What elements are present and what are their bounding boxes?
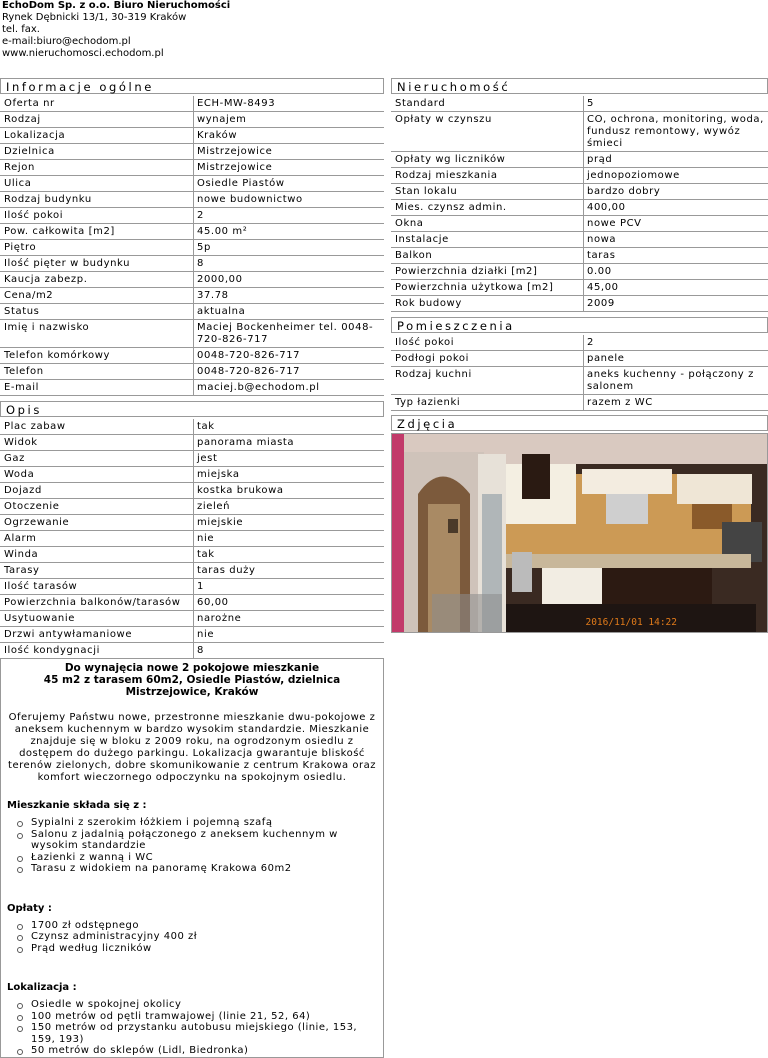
table-row bbox=[0, 112, 384, 128]
row-label: Usytuowanie bbox=[4, 613, 75, 624]
offer-description bbox=[0, 659, 384, 1058]
table-row bbox=[391, 96, 768, 112]
table-row bbox=[391, 168, 768, 184]
row-label: Ilość tarasów bbox=[4, 581, 78, 592]
row-label: Telefon bbox=[4, 366, 44, 377]
company-address: Rynek Dębnicki 13/1, 30-319 Kraków bbox=[2, 12, 187, 23]
table-row bbox=[0, 467, 384, 483]
row-value: 0048-720-826-717 bbox=[193, 348, 384, 363]
left-column bbox=[0, 78, 384, 1058]
row-label: Kaucja zabezp. bbox=[4, 274, 88, 285]
list-item: 1700 zł odstępnego bbox=[31, 920, 377, 932]
row-value: aktualna bbox=[193, 304, 384, 319]
table-row bbox=[0, 435, 384, 451]
row-value: aneks kuchenny - połączony z salonem bbox=[583, 367, 768, 394]
row-value: nie bbox=[193, 627, 384, 642]
row-label: Drzwi antywłamaniowe bbox=[4, 629, 133, 640]
row-value: prąd bbox=[583, 152, 768, 167]
table-row bbox=[391, 184, 768, 200]
table-row bbox=[0, 176, 384, 192]
company-email: e-mail:biuro@echodom.pl bbox=[2, 36, 131, 47]
list-item: 50 metrów do sklepów (Lidl, Biedronka) bbox=[31, 1045, 377, 1057]
table-row bbox=[0, 364, 384, 380]
row-value: nowe PCV bbox=[583, 216, 768, 231]
row-value: nowa bbox=[583, 232, 768, 247]
row-value: jednopoziomowe bbox=[583, 168, 768, 183]
row-value: jest bbox=[193, 451, 384, 466]
row-label: Powierzchnia działki [m2] bbox=[395, 266, 538, 277]
row-value: kostka brukowa bbox=[193, 483, 384, 498]
list-item: Salonu z jadalnią połączonego z aneksem kuchennym w wysokim standardzie bbox=[31, 829, 377, 852]
row-value: 2000,00 bbox=[193, 272, 384, 287]
table-row bbox=[391, 335, 768, 351]
offer-paragraph: Oferujemy Państwu nowe, przestronne mieszkanie dwu-pokojowe z aneksem kuchennym w bardzo wysokim standardzie. Mieszkanie znajduje się w bloku z 2009 roku, na ogrodzonym osiedlu z dostępem do dużego parkingu. Lokalizacja gwarantuje bliskość terenów zielonych, dobre skomunikowanie z centrum Krakowa oraz komfort wieczornego odpoczynku na spokojnym osiedlu. bbox=[8, 712, 376, 783]
row-label: Status bbox=[4, 306, 40, 317]
list-title-location: Lokalizacja : bbox=[7, 982, 77, 993]
row-label: Dojazd bbox=[4, 485, 42, 496]
row-label: Rodzaj bbox=[4, 114, 41, 125]
row-value: tak bbox=[193, 547, 384, 562]
table-row bbox=[0, 595, 384, 611]
row-value: 1 bbox=[193, 579, 384, 594]
location-list bbox=[7, 999, 377, 1057]
list-item: Czynsz administracyjny 400 zł bbox=[31, 931, 377, 943]
table-row bbox=[0, 128, 384, 144]
list-item: Osiedle w spokojnej okolicy bbox=[31, 999, 377, 1011]
fees-list bbox=[7, 920, 377, 955]
row-label: E-mail bbox=[4, 382, 39, 393]
opis-table bbox=[0, 419, 384, 659]
table-row bbox=[0, 611, 384, 627]
row-value: 45,00 bbox=[583, 280, 768, 295]
table-row bbox=[391, 216, 768, 232]
row-value: Mistrzejowice bbox=[193, 160, 384, 175]
table-row bbox=[0, 579, 384, 595]
row-label: Stan lokalu bbox=[395, 186, 458, 197]
table-row bbox=[391, 280, 768, 296]
row-label: Standard bbox=[395, 98, 446, 109]
table-row bbox=[0, 288, 384, 304]
row-label: Lokalizacja bbox=[4, 130, 66, 141]
row-value: zieleń bbox=[193, 499, 384, 514]
list-item: Sypialni z szerokim łóżkiem i pojemną szafą bbox=[31, 817, 377, 829]
row-value: 2009 bbox=[583, 296, 768, 311]
row-value: 2 bbox=[193, 208, 384, 223]
table-row bbox=[0, 531, 384, 547]
row-value: Osiedle Piastów bbox=[193, 176, 384, 191]
list-item: Tarasu z widokiem na panoramę Krakowa 60m2 bbox=[31, 863, 377, 875]
row-value: razem z WC bbox=[583, 395, 768, 410]
row-value: 60,00 bbox=[193, 595, 384, 610]
section-title-nieruchomosc: Nieruchomość bbox=[391, 78, 768, 94]
table-row bbox=[0, 451, 384, 467]
table-row bbox=[391, 200, 768, 216]
row-label: Tarasy bbox=[4, 565, 40, 576]
row-label: Ilość pokoi bbox=[395, 337, 455, 348]
row-label: Cena/m2 bbox=[4, 290, 54, 301]
row-label: Podłogi pokoi bbox=[395, 353, 470, 364]
list-item: Prąd według liczników bbox=[31, 943, 377, 955]
row-label: Rodzaj budynku bbox=[4, 194, 92, 205]
row-label: Winda bbox=[4, 549, 39, 560]
photo-gallery[interactable] bbox=[391, 433, 768, 633]
row-label: Instalacje bbox=[395, 234, 449, 245]
right-column bbox=[391, 78, 768, 633]
row-value: 5 bbox=[583, 96, 768, 111]
row-label: Opłaty w czynszu bbox=[395, 114, 492, 125]
row-label: Ilość pięter w budynku bbox=[4, 258, 131, 269]
table-row bbox=[0, 499, 384, 515]
kitchen-photo[interactable] bbox=[392, 434, 768, 633]
row-value: Maciej Bockenheimer tel. 0048-720-826-717 bbox=[193, 320, 384, 347]
offer-heading-line1: Do wynajęcia nowe 2 pokojowe mieszkanie bbox=[64, 662, 320, 674]
section-title-opis: Opis bbox=[0, 401, 384, 417]
row-value: CO, ochrona, monitoring, woda, fundusz remontowy, wywóz śmieci bbox=[583, 112, 768, 151]
row-label: Gaz bbox=[4, 453, 25, 464]
row-label: Plac zabaw bbox=[4, 421, 66, 432]
row-label: Rejon bbox=[4, 162, 35, 173]
row-value: taras bbox=[583, 248, 768, 263]
table-row bbox=[391, 367, 768, 395]
table-row bbox=[0, 643, 384, 659]
row-value: Mistrzejowice bbox=[193, 144, 384, 159]
row-label: Imię i nazwisko bbox=[4, 322, 90, 333]
list-item: Łazienki z wanną i WC bbox=[31, 852, 377, 864]
table-row bbox=[391, 264, 768, 280]
company-name: EchoDom Sp. z o.o. Biuro Nieruchomości bbox=[2, 0, 231, 11]
row-label: Mies. czynsz admin. bbox=[395, 202, 507, 213]
row-value: 400,00 bbox=[583, 200, 768, 215]
row-value: nowe budownictwo bbox=[193, 192, 384, 207]
table-row bbox=[391, 152, 768, 168]
table-row bbox=[0, 380, 384, 396]
section-title-zdjecia: Zdjęcia bbox=[391, 415, 768, 431]
table-row bbox=[0, 192, 384, 208]
row-value: panele bbox=[583, 351, 768, 366]
table-row bbox=[0, 96, 384, 112]
row-value: tak bbox=[193, 419, 384, 434]
row-label: Rodzaj mieszkania bbox=[395, 170, 498, 181]
row-label: Ilość pokoi bbox=[4, 210, 64, 221]
row-value: nie bbox=[193, 531, 384, 546]
row-value: 0.00 bbox=[583, 264, 768, 279]
table-row bbox=[0, 320, 384, 348]
table-row bbox=[391, 112, 768, 152]
rooms-table bbox=[391, 335, 768, 411]
row-value: 5p bbox=[193, 240, 384, 255]
table-row bbox=[0, 563, 384, 579]
table-row bbox=[391, 232, 768, 248]
table-row bbox=[391, 296, 768, 312]
section-title-info: Informacje ogólne bbox=[0, 78, 384, 94]
row-label: Dzielnica bbox=[4, 146, 55, 157]
row-label: Piętro bbox=[4, 242, 37, 253]
photo-timestamp: 2016/11/01 14:22 bbox=[585, 617, 677, 628]
row-label: Rok budowy bbox=[395, 298, 462, 309]
row-value: 8 bbox=[193, 643, 384, 658]
row-value: miejska bbox=[193, 467, 384, 482]
table-row bbox=[0, 304, 384, 320]
row-label: Powierzchnia balkonów/tarasów bbox=[4, 597, 181, 608]
row-label: Typ łazienki bbox=[395, 397, 461, 408]
section-title-pomieszczenia: Pomieszczenia bbox=[391, 317, 768, 333]
row-label: Ulica bbox=[4, 178, 32, 189]
company-phone: tel. fax. bbox=[2, 24, 40, 35]
list-title-fees: Opłaty : bbox=[7, 902, 52, 914]
table-row bbox=[0, 627, 384, 643]
row-label: Alarm bbox=[4, 533, 37, 544]
table-row bbox=[0, 208, 384, 224]
company-website: www.nieruchomosci.echodom.pl bbox=[2, 48, 164, 59]
table-row bbox=[0, 272, 384, 288]
row-value: wynajem bbox=[193, 112, 384, 127]
table-row bbox=[0, 224, 384, 240]
info-table bbox=[0, 96, 384, 396]
row-value: miejskie bbox=[193, 515, 384, 530]
row-value: 8 bbox=[193, 256, 384, 271]
row-label: Woda bbox=[4, 469, 35, 480]
table-row bbox=[0, 483, 384, 499]
table-row bbox=[391, 395, 768, 411]
row-label: Widok bbox=[4, 437, 38, 448]
table-row bbox=[0, 419, 384, 435]
row-label: Powierzchnia użytkowa [m2] bbox=[395, 282, 554, 293]
row-label: Oferta nr bbox=[4, 98, 55, 109]
company-header bbox=[2, 0, 230, 60]
table-row bbox=[0, 515, 384, 531]
offer-heading-line2: 45 m2 z tarasem 60m2, Osiedle Piastów, dzielnica Mistrzejowice, Kraków bbox=[43, 674, 341, 698]
rooms-list bbox=[7, 817, 377, 875]
table-row bbox=[0, 547, 384, 563]
row-value: Kraków bbox=[193, 128, 384, 143]
table-row bbox=[0, 256, 384, 272]
row-label: Okna bbox=[395, 218, 424, 229]
table-row bbox=[0, 144, 384, 160]
table-row bbox=[391, 351, 768, 367]
row-label: Pow. całkowita [m2] bbox=[4, 226, 115, 237]
row-label: Ogrzewanie bbox=[4, 517, 70, 528]
list-item: 150 metrów od przystanku autobusu miejskiego (linie, 153, 159, 193) bbox=[31, 1022, 377, 1045]
row-value: 0048-720-826-717 bbox=[193, 364, 384, 379]
row-label: Ilość kondygnacji bbox=[4, 645, 100, 656]
table-row bbox=[0, 348, 384, 364]
row-label: Telefon komórkowy bbox=[4, 350, 111, 361]
row-label: Rodzaj kuchni bbox=[395, 369, 472, 380]
row-label: Balkon bbox=[395, 250, 433, 261]
row-label: Opłaty wg liczników bbox=[395, 154, 506, 165]
row-value: taras duży bbox=[193, 563, 384, 578]
row-value: 37.78 bbox=[193, 288, 384, 303]
row-value: maciej.b@echodom.pl bbox=[193, 380, 384, 395]
row-value: 45.00 m² bbox=[193, 224, 384, 239]
property-table bbox=[391, 96, 768, 312]
list-item: 100 metrów od pętli tramwajowej (linie 21, 52, 64) bbox=[31, 1011, 377, 1023]
list-title-rooms: Mieszkanie składa się z : bbox=[7, 800, 147, 811]
row-value: panorama miasta bbox=[193, 435, 384, 450]
row-value: bardzo dobry bbox=[583, 184, 768, 199]
row-value: 2 bbox=[583, 335, 768, 350]
table-row bbox=[0, 160, 384, 176]
row-label: Otoczenie bbox=[4, 501, 60, 512]
table-row bbox=[0, 240, 384, 256]
table-row bbox=[391, 248, 768, 264]
row-value: narożne bbox=[193, 611, 384, 626]
row-value: ECH-MW-8493 bbox=[193, 96, 384, 111]
